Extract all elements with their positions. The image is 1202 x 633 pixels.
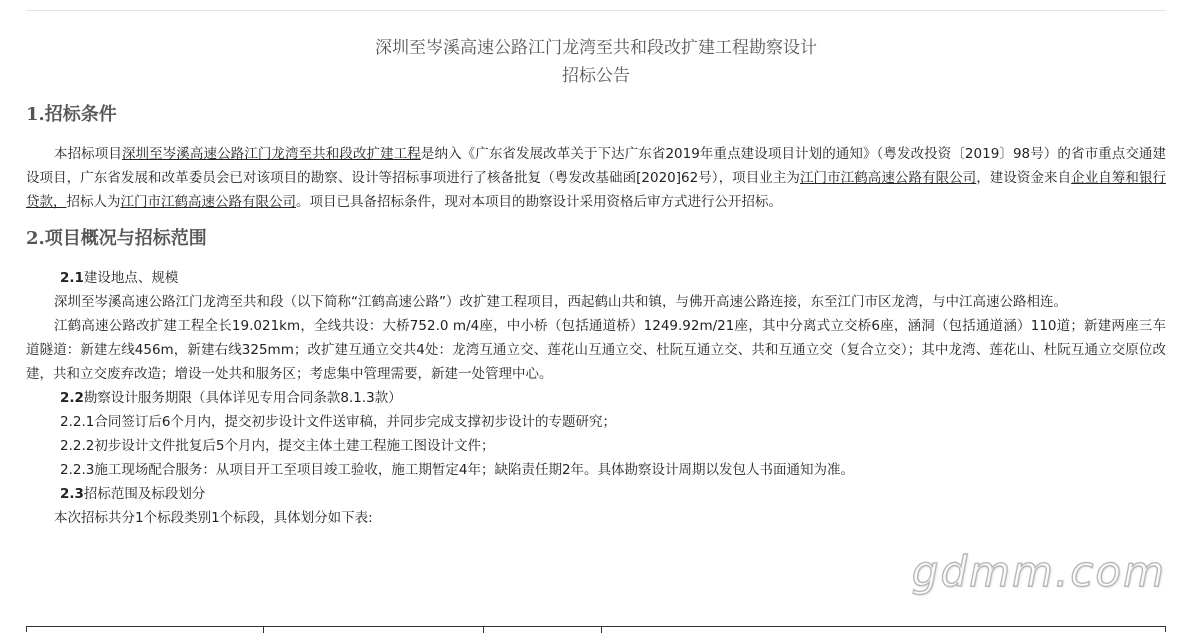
text-run: 本招标项目 bbox=[54, 146, 122, 162]
paragraph-tender-conditions bbox=[26, 142, 1166, 214]
item-2-2-2: 2.2.2初步设计文件批复后5个月内，提交主体土建工程施工图设计文件； bbox=[60, 438, 495, 454]
subheading-2-1 bbox=[26, 266, 1166, 290]
section-heading-tender-conditions: 1.招标条件 bbox=[26, 104, 117, 125]
document-title-line1: 深圳至岑溪高速公路江门龙湾至共和段改扩建工程勘察设计 bbox=[375, 38, 817, 58]
table-column-divider bbox=[601, 627, 602, 633]
table-column-divider bbox=[263, 627, 264, 633]
document-title bbox=[26, 34, 1166, 90]
subheading-number: 2.1 bbox=[60, 270, 84, 286]
paragraph-scale: 江鹤高速公路改扩建工程全长19.021km，全线共设：大桥752.0 m/4座，中小桥（包括通道桥）1249.92m/21座，其中分离式立交桥6座，涵洞（包括通道涵）110道；新建两座三车道隧道：新建左线456m，新建右线325mm；改扩建互通立交共4处：龙湾互通立交、莲花山互通立交、杜阮互通立交、共和互通立交（复合立交）；其中龙湾、莲花山、杜阮互通立交原位改建，共和立交废弃改造；增设一处共和服务区；考虑集中管理需要，新建一处管理中心。 bbox=[26, 318, 1166, 382]
paragraph-lots: 本次招标共分1个标段类别1个标段，具体划分如下表: bbox=[54, 510, 373, 526]
funding-source-link[interactable]: 企业自筹和银行贷款， bbox=[26, 170, 1167, 210]
subheading-text: 招标范围及标段划分 bbox=[83, 486, 206, 502]
subheading-2-3 bbox=[26, 482, 1166, 506]
announcement-document bbox=[26, 34, 1166, 530]
item-2-2-3: 2.2.3施工现场配合服务：从项目开工至项目竣工验收，施工期暂定4年；缺陷责任期2年。具体勘察设计周期以发包人书面通知为准。 bbox=[60, 462, 855, 478]
text-run: 招标人为 bbox=[66, 194, 121, 210]
document-title-line2: 招标公告 bbox=[562, 66, 630, 86]
tenderer-link[interactable]: 江门市江鹤高速公路有限公司 bbox=[120, 194, 296, 210]
text-run: ，建设资金来自 bbox=[976, 170, 1072, 186]
text-run: 。项目已具备招标条件，现对本项目的勘察设计采用资格后审方式进行公开招标。 bbox=[296, 194, 782, 210]
top-divider bbox=[26, 10, 1166, 11]
paragraph-location: 深圳至岑溪高速公路江门龙湾至共和段（以下简称“江鹤高速公路”）改扩建工程项目，西起鹤山共和镇，与佛开高速公路连接，东至江门市区龙湾，与中江高速公路相连。 bbox=[54, 294, 1067, 310]
table-column-divider bbox=[483, 627, 484, 633]
item-2-2-1: 2.2.1合同签订后6个月内，提交初步设计文件送审稿，并同步完成支撑初步设计的专题研究； bbox=[60, 414, 616, 430]
site-watermark: gdmm.com bbox=[911, 547, 1166, 596]
subheading-number: 2.3 bbox=[60, 486, 84, 502]
project-owner-link[interactable]: 江门市江鹤高速公路有限公司 bbox=[799, 170, 977, 186]
text-run: 是纳入《广东省发展改革关于下达广东省2019年重点建设项目计划的通知》（粤发改投资〔2019〕98号）的省市重点交通建设项目，广东省发展和改革委员会已对该项目的勘察、设计等招标事项进行了核备批复（粤发改基础函[2020]62号），项目业主为 bbox=[26, 146, 1167, 186]
subheading-text: 建设地点、规模 bbox=[83, 270, 179, 286]
subheading-2-2 bbox=[26, 386, 1166, 410]
project-name-link[interactable]: 深圳至岑溪高速公路江门龙湾至共和段改扩建工程 bbox=[121, 146, 421, 162]
section-heading-project-overview: 2.项目概况与招标范围 bbox=[26, 228, 207, 249]
lots-table-top-edge bbox=[26, 626, 1166, 632]
subheading-number: 2.2 bbox=[60, 390, 84, 406]
subheading-text: 勘察设计服务期限（具体详见专用合同条款8.1.3款） bbox=[83, 390, 402, 406]
